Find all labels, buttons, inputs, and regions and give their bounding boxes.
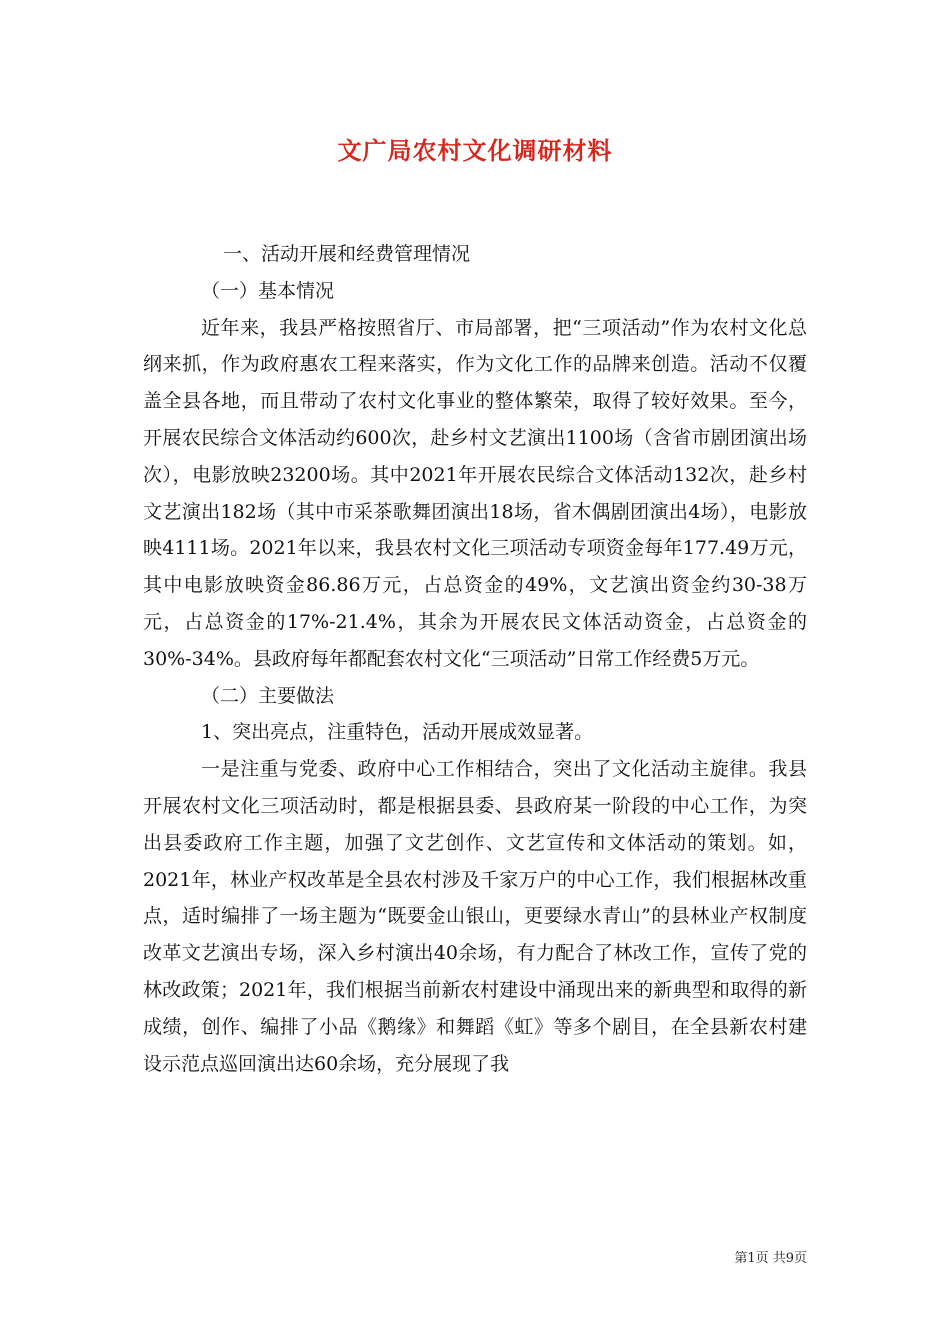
subsection-heading-basic: （一）基本情况 (201, 279, 335, 302)
item-heading-highlights: 1、突出亮点，注重特色，活动开展成效显著。 (201, 721, 594, 744)
document-title: 文广局农村文化调研材料 (337, 136, 613, 165)
paragraph-practice-one: 一是注重与党委、政府中心工作相结合，突出了文化活动主旋律。我县开展农村文化三项活动时，都是根据县委、县政府某一阶段的中心工作，为突出县委政府工作主题，加强了文艺创作、文艺宣传和文体活动的策划。如，2021年，林业产权改革是全县农村涉及千家万户的中心工作，我们根据林改重点，适时编排了一场主题为“既要金山银山，更要绿水青山”的县林业产权制度改革文艺演出专场，深入乡村演出40余场，有力配合了林改工作，宣传了党的林改政策；2021年，我们根据当前新农村建设中涌现出来的新典型和取得的新成绩，创作、编排了小品《鹅缘》和舞蹈《虹》等多个剧目，在全县新农村建设示范点巡回演出达60余场，充分展现了我 (143, 758, 807, 1075)
document-body (143, 236, 807, 1082)
page-number: 第1页 共9页 (734, 1251, 807, 1266)
paragraph-basic-situation: 近年来，我县严格按照省厅、市局部署，把“三项活动”作为农村文化总纲来抓，作为政府惠农工程来落实，作为文化工作的品牌来创造。活动不仅覆盖全县各地，而且带动了农村文化事业的整体繁荣，取得了较好效果。至今，开展农民综合文体活动约600次，赴乡村文艺演出1100场（含省市剧团演出场次），电影放映23200场。其中2021年开展农民综合文体活动132次，赴乡村文艺演出182场（其中市采茶歌舞团演出18场，省木偶剧团演出4场），电影放映4111场。2021年以来，我县农村文化三项活动专项资金每年177.49万元，其中电影放映资金86.86万元，占总资金的49%，文艺演出资金约30-38万元，占总资金的17%-21.4%，其余为开展农民文体活动资金，占总资金的30%-34%。县政府每年都配套农村文化“三项活动”日常工作经费5万元。 (143, 316, 807, 670)
subsection-heading-practices: （二）主要做法 (201, 684, 335, 707)
section-heading: 一、活动开展和经费管理情况 (223, 243, 471, 265)
